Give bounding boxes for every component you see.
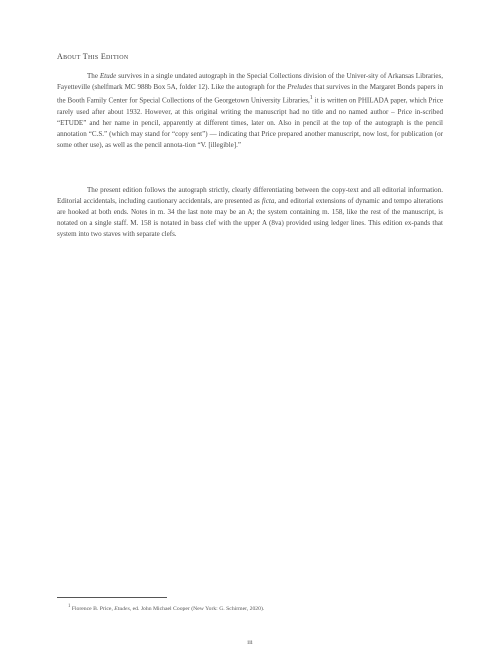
text-run: , ed. John Michael Cooper (New York: G. Schirmer, 2020).	[129, 605, 265, 612]
italic-run: Preludes	[287, 83, 313, 92]
paragraph-1	[57, 71, 443, 151]
text-run: Florence B. Price,	[71, 605, 115, 612]
text-run: survives in a single undated autograph in the Special Collections division of the Univer-sity of Arkansas Libraries, Fayetteville (shelfmark MC 988b Box 5A, folder 12). Like the autograph for the	[57, 72, 443, 92]
footnote-reference: 1	[309, 95, 313, 102]
page-number: iii	[247, 639, 253, 646]
text-run: , and editorial extensions of dynamic and tempo alterations are hooked at both ends. Notes in m. 34 the last note may be an A; the system containing m. 158, like the rest of the manuscript, is notated on a single staff. M. 158 is notated in bass clef with the upper A (8va) provided using ledger lines. This edition ex-pands that system into two staves with separate clefs.	[57, 197, 443, 239]
italic-run: Etudes	[114, 605, 130, 612]
section-heading: About This Edition	[57, 52, 129, 61]
footnote-marker: 1	[68, 604, 71, 609]
text-run: The	[87, 72, 100, 80]
paragraph-2	[57, 185, 443, 240]
italic-run: Etude	[99, 72, 117, 80]
footnote-rule	[57, 597, 167, 598]
text-run: it is written on PHILADA paper, which Price rarely used after about 1932. However, at this original writing the manuscript had no title and no named author – Price in-scribed “ETUDE” and her name in pencil, apparently at different times, later on. Also in pencil at the top of the autograph is the pencil annotation “C.S.” (which may stand for “copy sent”) — indicating that Price prepared another manuscript, now lost, for publication (or some other use), as well as the pencil annota-tion “V. [illegible].”	[57, 96, 444, 149]
text-run: that survives in the Margaret Bonds papers in the Booth Family Center for Special Collections of the Georgetown University Libraries,	[57, 83, 443, 105]
text-run: The present edition follows the autograph strictly, clearly differentiating between the copy-text and all editorial information. Editorial accidentals, including cautionary accidentals, are presented as	[57, 186, 443, 206]
footnote-text	[72, 606, 265, 612]
italic-run: ficta	[261, 197, 275, 206]
footnote	[68, 604, 264, 612]
